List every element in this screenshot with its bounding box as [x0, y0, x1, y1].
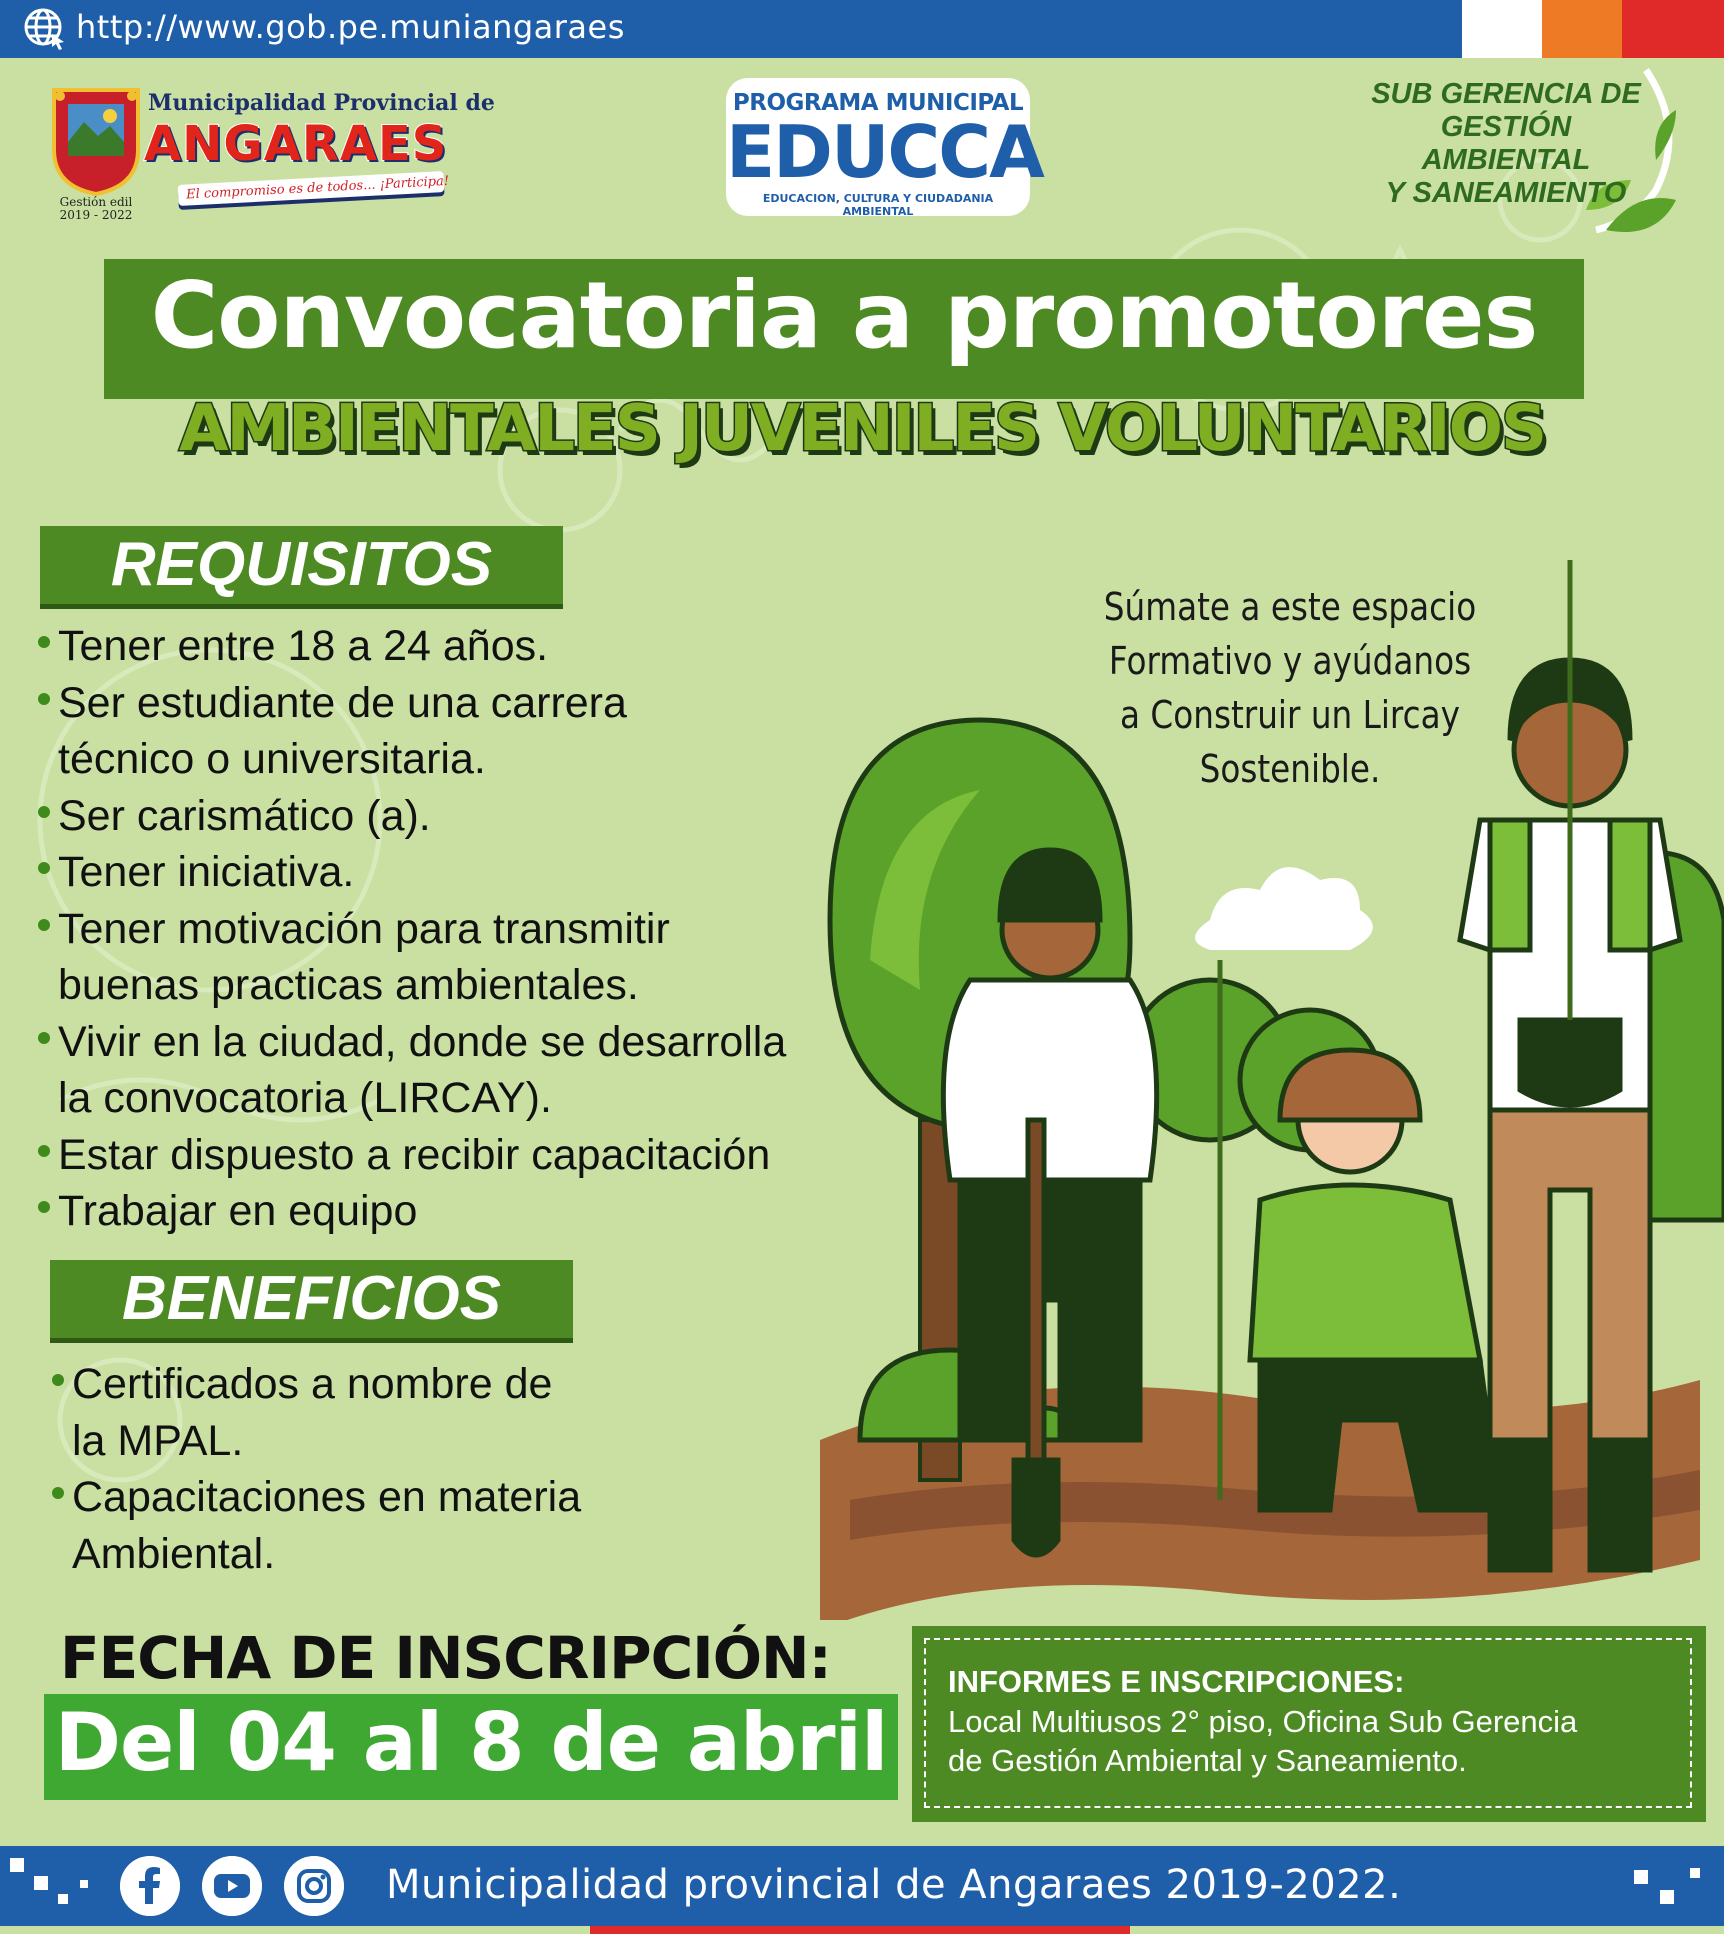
gestion-years-text: 2019 - 2022	[59, 208, 133, 222]
list-item	[38, 901, 898, 1014]
list-item-line: técnico o universitaria.	[58, 735, 486, 783]
fecha-value: Del 04 al 8 de abril	[54, 1696, 888, 1789]
flag-stripe-orange	[1542, 0, 1622, 58]
crest-icon	[48, 82, 144, 196]
list-item	[38, 1183, 898, 1240]
pixel-decoration	[34, 1876, 48, 1890]
list-item-line: Certificados a nombre de	[72, 1360, 553, 1408]
educca-logo	[726, 78, 1043, 218]
program-sub-text: EDUCACION, CULTURA Y CIUDADANIA AMBIENTAL	[762, 192, 994, 218]
municipality-logo	[48, 78, 495, 228]
sub-title: AMBIENTALES JUVENILES VOLUNTARIOS	[178, 392, 1546, 466]
sub-gerencia-logo	[1356, 60, 1686, 240]
bottom-accent-line	[590, 1926, 1130, 1934]
informes-line: de Gestión Ambiental y Saneamiento.	[948, 1743, 1467, 1778]
sub-gerencia-line1: SUB GERENCIA DE	[1371, 78, 1641, 110]
municipality-name: ANGARAES	[144, 116, 448, 172]
quote-line: Formativo y ayúdanos	[1108, 639, 1472, 683]
list-item-line: Ser carismático (a).	[58, 791, 431, 840]
sub-gerencia-line3: Y SANEAMIENTO	[1385, 177, 1627, 209]
globe-icon	[22, 6, 68, 52]
beneficios-heading: BENEFICIOS	[50, 1260, 573, 1338]
list-item-line: Capacitaciones en materia	[72, 1473, 582, 1521]
footer-text: Municipalidad provincial de Angaraes 2019-2022.	[386, 1862, 1402, 1908]
requisitos-list	[38, 618, 898, 1240]
list-item-line: Vivir en la ciudad, donde se desarrolla	[58, 1017, 787, 1066]
list-item-line: Trabajar en equipo	[58, 1187, 418, 1235]
flag-stripe-red	[1622, 0, 1724, 58]
gestion-label-text: Gestión edil	[59, 195, 133, 209]
pixel-decoration	[1690, 1868, 1700, 1878]
pixel-decoration	[10, 1858, 24, 1872]
facebook-icon[interactable]	[120, 1856, 180, 1916]
instagram-icon[interactable]	[284, 1856, 344, 1916]
quote-line: Sostenible.	[1199, 747, 1381, 791]
list-item-line: Ambiental.	[72, 1529, 276, 1578]
list-item-line: Ser estudiante de una carrera	[58, 678, 627, 727]
quote-line: Súmate a este espacio	[1103, 585, 1477, 629]
informes-line: Local Multiusos 2° piso, Oficina Sub Gerencia	[948, 1704, 1578, 1739]
sub-gerencia-text	[1356, 78, 1656, 210]
list-item-line: Tener motivación para transmitir	[58, 904, 670, 953]
informes-title: INFORMES E INSCRIPCIONES:	[948, 1664, 1405, 1699]
pixel-decoration	[58, 1894, 68, 1904]
requisitos-heading: REQUISITOS	[40, 526, 563, 604]
municipality-slogan: El compromiso es de todos... ¡Participa!	[178, 171, 445, 206]
quote-line: a Construir un Lircay	[1120, 693, 1460, 737]
list-item	[38, 788, 898, 845]
gestion-label	[48, 196, 144, 222]
list-item	[38, 1127, 898, 1184]
list-item	[38, 844, 898, 901]
list-item	[52, 1356, 712, 1469]
youtube-icon[interactable]	[202, 1856, 262, 1916]
list-item	[38, 1014, 898, 1127]
pixel-decoration	[80, 1880, 88, 1888]
list-item-line: Tener iniciativa.	[58, 848, 355, 896]
flag-stripe-white	[1462, 0, 1542, 58]
informes-body	[948, 1702, 1688, 1780]
motivation-quote	[1075, 580, 1505, 796]
list-item	[38, 675, 898, 788]
list-item-line: Tener entre 18 a 24 años.	[58, 622, 549, 670]
fecha-label: FECHA DE INSCRIPCIÓN:	[60, 1624, 831, 1692]
pixel-decoration	[1660, 1890, 1674, 1904]
beneficios-list	[52, 1356, 712, 1582]
list-item	[38, 618, 898, 675]
list-item-line: buenas practicas ambientales.	[58, 961, 639, 1009]
program-top-text: PROGRAMA MUNICIPAL	[732, 90, 1024, 116]
list-item	[52, 1469, 712, 1582]
website-url[interactable]: http://www.gob.pe.muniangaraes	[76, 8, 625, 46]
list-item-line: la MPAL.	[72, 1416, 244, 1465]
list-item-line: Estar dispuesto a recibir capacitación	[58, 1130, 771, 1179]
pixel-decoration	[1634, 1870, 1648, 1884]
sub-gerencia-line2: GESTIÓN AMBIENTAL	[1421, 111, 1591, 176]
program-name-text: EDUCCA	[726, 110, 1043, 194]
list-item-line: la convocatoria (LIRCAY).	[58, 1074, 552, 1122]
main-title: Convocatoria a promotores	[150, 262, 1538, 369]
municipality-line1: Municipalidad Provincial de	[148, 90, 495, 116]
